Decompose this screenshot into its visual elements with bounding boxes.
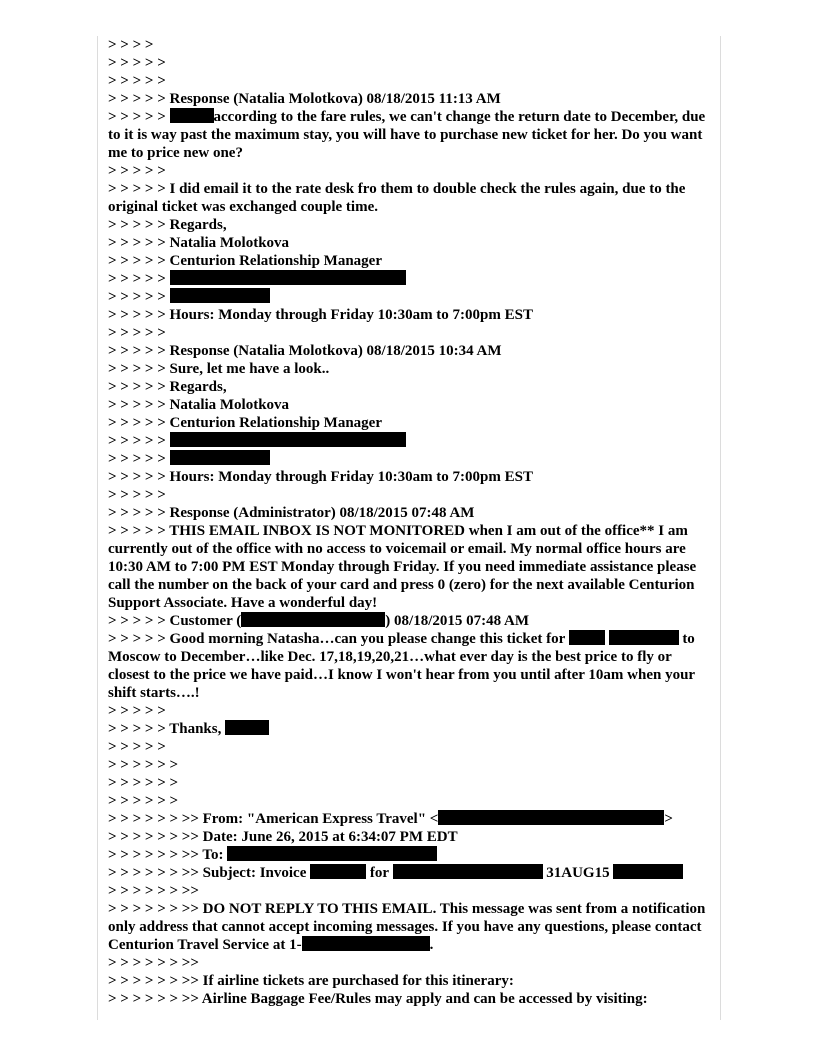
text-line: > > > > > Sure, let me have a look.. [108, 361, 330, 377]
text-line: > > > > > Centurion Relationship Manager [108, 253, 382, 269]
subject-line: > > > > > > >> Subject: Invoice for 31AUG15 [108, 864, 708, 882]
text-line: > > > > > Thanks, [108, 720, 708, 738]
redaction-block [241, 612, 385, 627]
redaction-block [569, 630, 605, 645]
email-thread [108, 36, 708, 1008]
text-line: > > > > > Hours: Monday through Friday 10:30am to 7:00pm EST [108, 307, 533, 323]
redaction-block [438, 810, 664, 825]
redaction-block [170, 450, 270, 465]
redaction-block [302, 936, 430, 951]
text-line: > > > > > I did email it to the rate desk fro them to double check the rules again, due to the original ticket was exchanged couple time. [108, 181, 690, 215]
from-line: > > > > > > >> From: "American Express Travel" < > [108, 811, 673, 827]
text-line: > > > > [108, 37, 154, 53]
text-line: > > > > > > [108, 757, 179, 773]
redaction-block [170, 288, 270, 303]
text-line: > > > > > Regards, [108, 217, 227, 233]
text-line: > > > > > Good morning Natasha…can you please change this ticket for to Moscow to December…like Dec. 17,18,19,20,21…what ever day is the best price to fly or closest to the price we have paid…I know I won't hear from you until after 10am when your shift starts….! [108, 631, 699, 701]
text-line: > > > > > > >> [108, 955, 199, 971]
redaction-block [310, 864, 366, 879]
customer-header: > > > > > Customer ( ) 08/18/2015 07:48 AM [108, 613, 530, 629]
text-line: > > > > > [108, 73, 166, 89]
text-line: > > > > > [108, 55, 166, 71]
redaction-block [225, 720, 269, 735]
text-line: > > > > > THIS EMAIL INBOX IS NOT MONITORED when I am out of the office** I am currently out of the office with no access to voicemail or email. My normal office hours are 10:30 AM to 7:00 PM EST Monday through Friday. If you need immediate assistance please call the number on the back of your card and press 0 (zero) for the next available Centurion Support Associate. Have a wonderful day! [108, 523, 700, 611]
redaction-block [170, 432, 406, 447]
text-line: > > > > > Hours: Monday through Friday 10:30am to 7:00pm EST [108, 469, 533, 485]
text-line: > > > > > [108, 739, 166, 755]
redaction-block [609, 630, 679, 645]
text-line: > > > > > > >> DO NOT REPLY TO THIS EMAIL. This message was sent from a notification only address that cannot accept incoming messages. If you have any questions, please contact Centurion Travel Service at 1- . [108, 901, 710, 953]
text-line: > > > > > > [108, 775, 179, 791]
response-header: > > > > > Response (Natalia Molotkova) 08/18/2015 11:13 AM [108, 91, 501, 107]
text-line: > > > > > according to the fare rules, we can't change the return date to December, due to it is way past the maximum stay, you will have to purchase new ticket for her. Do you want me to price new one? [108, 109, 709, 161]
response-header: > > > > > Response (Administrator) 08/18/2015 07:48 AM [108, 505, 475, 521]
response-header: > > > > > Response (Natalia Molotkova) 08/18/2015 10:34 AM [108, 343, 502, 359]
text-line: > > > > > Natalia Molotkova [108, 235, 290, 251]
text-line: > > > > > Centurion Relationship Manager [108, 415, 382, 431]
text-line: > > > > > [108, 450, 708, 468]
redaction-block [170, 108, 214, 123]
text-line: > > > > > > [108, 793, 179, 809]
text-line: > > > > > [108, 325, 166, 341]
text-line: > > > > > > >> [108, 883, 199, 899]
text-line: > > > > > > >> If airline tickets are purchased for this itinerary: [108, 973, 514, 989]
redaction-block [170, 270, 406, 285]
redaction-block [613, 864, 683, 879]
text-line: > > > > > [108, 270, 708, 288]
text-line: > > > > > [108, 487, 166, 503]
text-line: > > > > > [108, 288, 708, 306]
text-line: > > > > > Regards, [108, 379, 227, 395]
to-line: > > > > > > >> To: [108, 846, 708, 864]
text-line: > > > > > [108, 432, 708, 450]
date-line: > > > > > > >> Date: June 26, 2015 at 6:34:07 PM EDT [108, 829, 458, 845]
text-line: > > > > > [108, 163, 166, 179]
text-line: > > > > > Natalia Molotkova [108, 397, 290, 413]
text-line: > > > > > > >> Airline Baggage Fee/Rules may apply and can be accessed by visiting: [108, 991, 648, 1007]
redaction-block [227, 846, 437, 861]
text-line: > > > > > [108, 703, 166, 719]
redaction-block [393, 864, 543, 879]
